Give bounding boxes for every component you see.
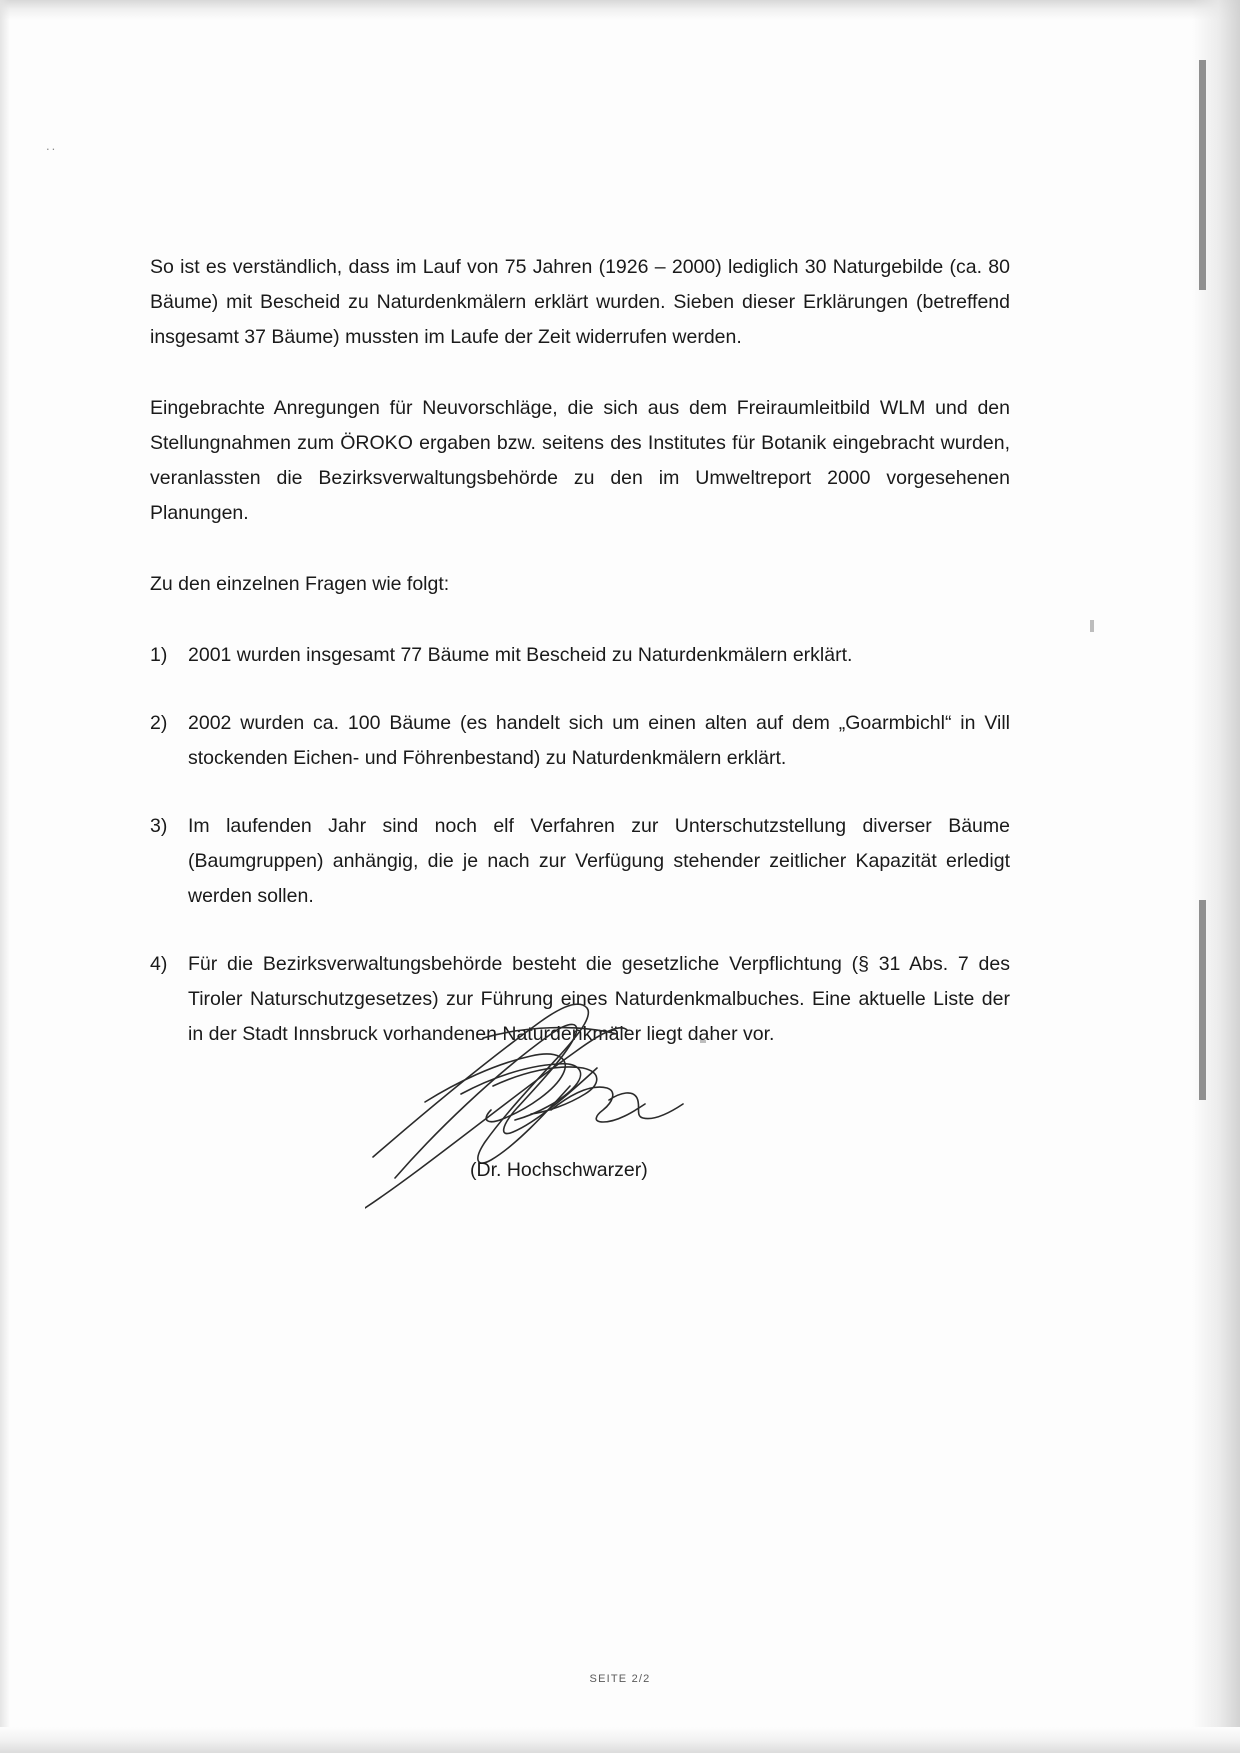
list-item-text: 2002 wurden ca. 100 Bäume (es handelt sich um einen alten auf dem „Goarmbichl“ in Vill stockenden Eichen- und Föhrenbestand) zu Naturdenkmälern erklärt. (188, 712, 1010, 769)
list-item-marker: 3) (150, 815, 168, 837)
list-item (150, 638, 1010, 673)
paragraph-questions-lead: Zu den einzelnen Fragen wie folgt: (150, 573, 450, 595)
scan-artifact-bar (1199, 60, 1206, 290)
answers-list (150, 638, 1010, 1052)
scan-artifact-bar (1199, 900, 1206, 1100)
list-item-text: 2001 wurden insgesamt 77 Bäume mit Bescheid zu Naturdenkmälern erklärt. (188, 644, 853, 666)
signature-block (150, 1077, 1010, 1227)
scan-speck (1090, 620, 1094, 632)
paragraph-suggestions: Eingebrachte Anregungen für Neuvorschläge, die sich aus dem Freiraumleitbild WLM und den Stellungnahmen zum ÖROKO ergaben bzw. seitens des Institutes für Botanik eingebracht wurden, veranlassten die Bezirksverwaltungsbehörde zu den im Umweltreport 2000 vorgesehenen Planungen. (150, 397, 1010, 524)
scan-edge-left (0, 0, 10, 1753)
list-item (150, 947, 1010, 1052)
signature-name: (Dr. Hochschwarzer) (470, 1159, 648, 1181)
list-item-text: Für die Bezirksverwaltungsbehörde besteht die gesetzliche Verpflichtung (§ 31 Abs. 7 des Tiroler Naturschutzgesetzes) zur Führung eines Naturdenkmalbuches. Eine aktuelle Liste der in der Stadt Innsbruck vorhandenen Naturdenkmäler liegt daher vor. (188, 953, 1010, 1045)
list-item-text: Im laufenden Jahr sind noch elf Verfahren zur Unterschutzstellung diverser Bäume (Baumgruppen) anhängig, die je nach zur Verfügung stehender zeitlicher Kapazität erledigt werden sollen. (188, 815, 1010, 907)
list-item-marker: 2) (150, 712, 168, 734)
paragraph-intro: So ist es verständlich, dass im Lauf von 75 Jahren (1926 – 2000) lediglich 30 Naturgebilde (ca. 80 Bäume) mit Bescheid zu Naturdenkmälern erklärt wurden. Sieben dieser Erklärungen (betreffend insgesamt 37 Bäume) mussten im Laufe der Zeit widerrufen werden. (150, 256, 1010, 348)
list-item-marker: 4) (150, 953, 168, 975)
list-item (150, 706, 1010, 776)
scan-edge-top (0, 0, 1240, 20)
document-body (150, 250, 1010, 1227)
corner-mark: .. (46, 138, 58, 153)
scan-edge-bottom (0, 1727, 1240, 1753)
list-item-marker: 1) (150, 644, 168, 666)
page-footer: SEITE 2/2 (589, 1673, 651, 1685)
list-item (150, 809, 1010, 914)
